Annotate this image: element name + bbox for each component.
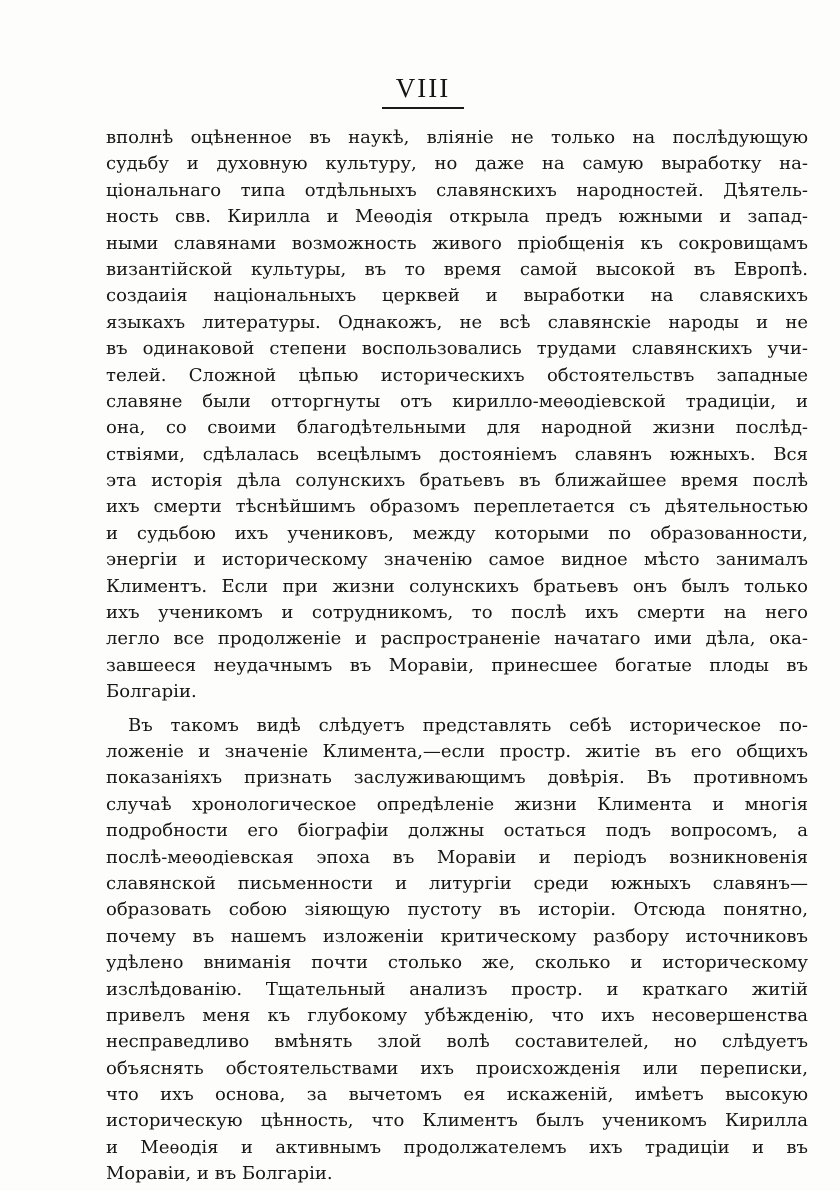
text-line: послѣ-меѳодіевская эпоха въ Моравіи и періодъ возникновенія xyxy=(106,846,808,868)
text-line: Болгаріи. xyxy=(106,681,197,703)
text-line: случаѣ хронологическое опредѣленіе жизни Климента и многія xyxy=(106,793,808,815)
paragraph xyxy=(106,713,808,1188)
text-line: легло все продолженіе и распространеніе начатаго ими дѣла, ока- xyxy=(106,628,808,650)
text-line: и судьбою ихъ учениковъ, между которыми по образованности, xyxy=(106,522,808,544)
text-line: ихъ ученикомъ и сотрудникомъ, то послѣ ихъ смерти на него xyxy=(106,602,808,624)
text-line: Моравіи, и въ Болгаріи. xyxy=(106,1163,333,1185)
text-line: энергіи и историческому значенію самое видное мѣсто занималъ xyxy=(106,549,808,571)
text-line: ными славянами возможность живого пріобщенія къ сокровищамъ xyxy=(106,232,808,254)
text-line: показаніяхъ признать заслуживающимъ довѣрія. Въ противномъ xyxy=(106,767,808,789)
text-line: судьбу и духовную культуру, но даже на самую выработку на- xyxy=(106,153,808,175)
text-line: Въ такомъ видѣ слѣдуетъ представлять себѣ историческое по- xyxy=(128,714,808,736)
text-line: почему въ нашемъ изложеніи критическому разбору источниковъ xyxy=(106,925,808,947)
text-line: ціональнаго типа отдѣльныхъ славянскихъ народностей. Дѣятель- xyxy=(106,179,808,201)
text-line: ствіями, сдѣлалась всецѣлымъ достояніемъ славянъ южныхъ. Вся xyxy=(106,443,808,465)
text-line: вполнѣ оцѣненное въ наукѣ, вліяніе не только на послѣдующую xyxy=(106,127,808,148)
text-line: завшееся неудачнымъ въ Моравіи, принесшее богатые плоды въ xyxy=(106,654,808,676)
page-number: VIII xyxy=(382,72,464,109)
text-line: ихъ смерти тѣснѣйшимъ образомъ переплетается съ дѣятельностью xyxy=(106,496,808,518)
text-line: объяснять обстоятельствами ихъ происхожденія или переписки, xyxy=(106,1057,808,1079)
text-line: телей. Сложной цѣпью историческихъ обстоятельствъ западные xyxy=(106,364,808,386)
text-line: Климентъ. Если при жизни солунскихъ братьевъ онъ былъ только xyxy=(106,575,808,597)
text-line: изслѣдованію. Тщательный анализъ простр. и краткаго житій xyxy=(106,978,808,1000)
text-line: ность свв. Кирилла и Меѳодія открыла предъ южными и запад- xyxy=(106,206,808,228)
text-line: привелъ меня къ глубокому убѣжденію, что ихъ несовершенства xyxy=(106,1004,808,1026)
text-line: несправедливо вмѣнять злой волѣ составителей, но слѣдуетъ xyxy=(106,1031,808,1053)
text-line: подробности его біографіи должны остаться подъ вопросомъ, а xyxy=(106,820,808,842)
text-line: эта исторія дѣла солунскихъ братьевъ въ ближайшее время послѣ xyxy=(106,470,808,492)
text-line: и Меѳодія и активнымъ продолжателемъ ихъ традиціи и въ xyxy=(106,1136,808,1158)
text-line: византійской культуры, въ то время самой высокой въ Европѣ. xyxy=(106,258,808,280)
text-line: удѣлено вниманія почти столько же, сколько и историческому xyxy=(106,952,808,974)
page-header xyxy=(0,72,840,109)
text-line: ложеніе и значеніе Климента,—если простр. житіе въ его общихъ xyxy=(106,740,808,762)
text-line: она, со своими благодѣтельными для народной жизни послѣд- xyxy=(106,417,808,439)
body-text xyxy=(106,125,808,1188)
paragraph xyxy=(106,125,808,706)
text-line: что ихъ основа, за вычетомъ ея искаженій, имѣетъ высокую xyxy=(106,1084,808,1106)
text-line: историческую цѣнность, что Климентъ былъ ученикомъ Кирилла xyxy=(106,1110,808,1132)
text-line: въ одинаковой степени воспользовались трудами славянскихъ учи- xyxy=(106,338,808,360)
text-line: создаиія національныхъ церквей и выработки на славяскихъ xyxy=(106,285,808,307)
text-line: славянской письменности и литургіи среди южныхъ славянъ— xyxy=(106,872,808,894)
text-line: образовать собою зіяющую пустоту въ исторіи. Отсюда понятно, xyxy=(106,899,808,921)
text-line: славяне были отторгнуты отъ кирилло-меѳодіевской традиціи, и xyxy=(106,390,808,412)
text-line: языкахъ литературы. Однакожъ, не всѣ славянскіе народы и не xyxy=(106,311,808,333)
